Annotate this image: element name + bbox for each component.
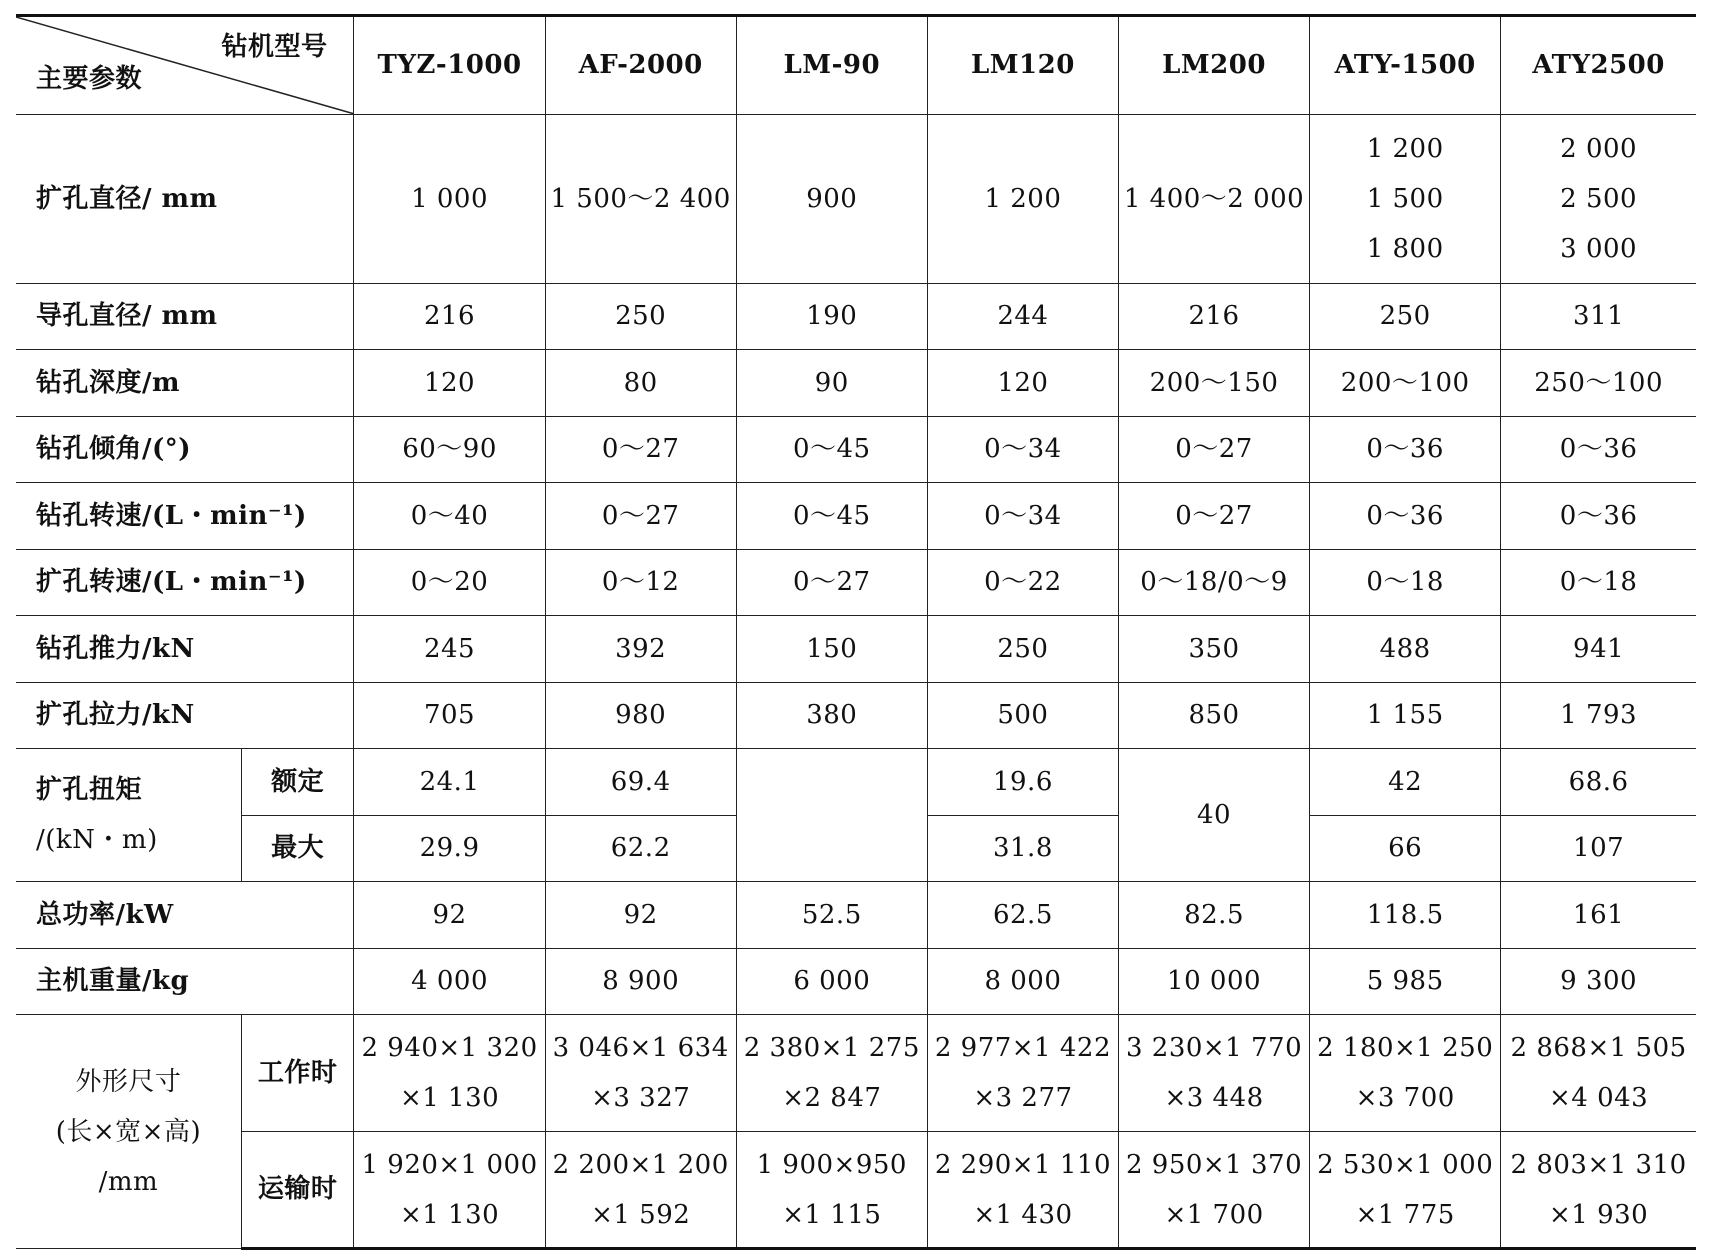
drill-spec-table [16, 14, 1696, 1250]
cell: 0～18/0～9 [1118, 549, 1309, 615]
cell [1310, 114, 1501, 283]
row-label: 导孔直径/ mm [16, 283, 354, 349]
model-header: LM-90 [736, 16, 927, 115]
table-row [16, 948, 1696, 1014]
cell: 350 [1118, 616, 1309, 682]
cell [1118, 1132, 1309, 1249]
cell-line: ×1 775 [1355, 1199, 1455, 1230]
table-row [16, 749, 1696, 815]
cell-line: 1 500 [1366, 183, 1444, 214]
cell [1310, 1015, 1501, 1132]
cell: 500 [927, 682, 1118, 748]
cell: 705 [354, 682, 545, 748]
cell: 0～27 [1118, 416, 1309, 482]
cell-line: 2 500 [1560, 183, 1638, 214]
cell: 1 155 [1310, 682, 1501, 748]
cell: 69.4 [545, 749, 736, 815]
cell [736, 749, 927, 882]
row-label: 总功率/kW [16, 882, 354, 948]
cell: 980 [545, 682, 736, 748]
cell: 6 000 [736, 948, 927, 1014]
cell: 0～36 [1501, 483, 1696, 549]
cell-line: 3 000 [1560, 233, 1638, 264]
cell-line: ×1 930 [1549, 1199, 1649, 1230]
cell: 4 000 [354, 948, 545, 1014]
cell: 245 [354, 616, 545, 682]
table-row [16, 1132, 1696, 1249]
cell: 250 [1310, 283, 1501, 349]
cell: 1 000 [354, 114, 545, 283]
cell: 66 [1310, 815, 1501, 881]
cell: 0～36 [1501, 416, 1696, 482]
cell [545, 1015, 736, 1132]
cell-line: ×1 130 [399, 1199, 500, 1230]
cell: 0～12 [545, 549, 736, 615]
cell: 42 [1310, 749, 1501, 815]
cell: 244 [927, 283, 1118, 349]
row-label: 钻孔转速/(L・min⁻¹) [16, 483, 354, 549]
cell-line: 1 900×950 [756, 1149, 907, 1180]
cell: 5 985 [1310, 948, 1501, 1014]
cell-line: ×3 700 [1355, 1083, 1455, 1114]
cell: 0～27 [736, 549, 927, 615]
cell: 250 [927, 616, 1118, 682]
row-label: 扩孔直径/ mm [16, 114, 354, 283]
cell: 24.1 [354, 749, 545, 815]
cell: 200～150 [1118, 350, 1309, 416]
table-row [16, 114, 1696, 283]
cell: 62.5 [927, 882, 1118, 948]
cell: 311 [1501, 283, 1696, 349]
cell: 0～45 [736, 483, 927, 549]
cell: 0～34 [927, 483, 1118, 549]
cell: 90 [736, 350, 927, 416]
cell [354, 1132, 545, 1249]
cell [1118, 1015, 1309, 1132]
cell: 941 [1501, 616, 1696, 682]
row-label-line: /mm [98, 1166, 159, 1197]
row-label [16, 1015, 241, 1249]
model-header: ATY-1500 [1310, 16, 1501, 115]
table-row [16, 882, 1696, 948]
header-row [16, 16, 1696, 115]
cell: 216 [354, 283, 545, 349]
cell: 29.9 [354, 815, 545, 881]
cell [927, 1015, 1118, 1132]
cell-line: ×1 700 [1164, 1199, 1264, 1230]
row-label: 扩孔拉力/kN [16, 682, 354, 748]
cell: 0～40 [354, 483, 545, 549]
corner-param-label: 主要参数 [36, 64, 143, 95]
cell-line: ×1 592 [591, 1199, 691, 1230]
cell: 80 [545, 350, 736, 416]
row-label: 钻孔深度/m [16, 350, 354, 416]
cell: 10 000 [1118, 948, 1309, 1014]
corner-header [16, 16, 354, 115]
row-label: 扩孔转速/(L・min⁻¹) [16, 549, 354, 615]
cell: 850 [1118, 682, 1309, 748]
cell: 0～22 [927, 549, 1118, 615]
table-row [16, 283, 1696, 349]
cell-line: 2 940×1 320 [361, 1033, 538, 1064]
cell: 82.5 [1118, 882, 1309, 948]
cell: 120 [927, 350, 1118, 416]
cell [736, 1132, 927, 1249]
cell-line: ×1 130 [399, 1083, 500, 1114]
cell: 120 [354, 350, 545, 416]
cell: 118.5 [1310, 882, 1501, 948]
cell-line: ×3 277 [973, 1083, 1073, 1114]
cell-line: 2 000 [1560, 133, 1638, 164]
table-row [16, 483, 1696, 549]
sub-label-rated: 额定 [241, 749, 354, 815]
cell: 900 [736, 114, 927, 283]
cell-line: 2 380×1 275 [743, 1033, 920, 1064]
cell: 1 500～2 400 [545, 114, 736, 283]
cell: 9 300 [1501, 948, 1696, 1014]
model-header: AF-2000 [545, 16, 736, 115]
row-label [16, 749, 241, 882]
cell-line: ×2 847 [782, 1083, 882, 1114]
cell: 62.2 [545, 815, 736, 881]
cell: 0～18 [1310, 549, 1501, 615]
row-label: 钻孔推力/kN [16, 616, 354, 682]
model-header: TYZ-1000 [354, 16, 545, 115]
cell-line: 2 290×1 110 [934, 1149, 1111, 1180]
cell: 0～36 [1310, 416, 1501, 482]
row-label-line: 外形尺寸 [75, 1066, 182, 1097]
cell: 8 000 [927, 948, 1118, 1014]
row-label-line: 扩孔扭矩 [36, 775, 143, 806]
cell: 250～100 [1501, 350, 1696, 416]
cell-line: ×3 327 [591, 1083, 691, 1114]
table-row [16, 682, 1696, 748]
corner-model-label: 钻机型号 [221, 32, 328, 62]
cell [545, 1132, 736, 1249]
cell [927, 1132, 1118, 1249]
cell: 161 [1501, 882, 1696, 948]
cell-line: 1 920×1 000 [361, 1149, 538, 1180]
table-row [16, 350, 1696, 416]
cell [1501, 1015, 1696, 1132]
cell: 0～45 [736, 416, 927, 482]
cell: 0～34 [927, 416, 1118, 482]
cell-line: 2 180×1 250 [1317, 1033, 1494, 1064]
cell: 92 [545, 882, 736, 948]
cell: 19.6 [927, 749, 1118, 815]
cell [1501, 1132, 1696, 1249]
cell-line: ×1 430 [973, 1199, 1073, 1230]
cell-line: 1 800 [1366, 233, 1444, 264]
cell: 1 200 [927, 114, 1118, 283]
row-label: 主机重量/kg [16, 948, 354, 1014]
cell-line: 1 200 [1366, 133, 1444, 164]
cell: 0～20 [354, 549, 545, 615]
table-row [16, 549, 1696, 615]
row-label-line: (长×宽×高) [55, 1116, 202, 1147]
table-row [16, 416, 1696, 482]
cell-line: 2 530×1 000 [1317, 1149, 1494, 1180]
cell: 0～27 [545, 416, 736, 482]
row-label: 钻孔倾角/(°) [16, 416, 354, 482]
sub-label-max: 最大 [241, 815, 354, 881]
cell: 1 793 [1501, 682, 1696, 748]
cell-line: ×3 448 [1164, 1083, 1264, 1114]
cell [1501, 114, 1696, 283]
cell-line: 2 950×1 370 [1125, 1149, 1303, 1180]
cell: 150 [736, 616, 927, 682]
cell: 0～27 [545, 483, 736, 549]
cell: 0～18 [1501, 549, 1696, 615]
cell [354, 1015, 545, 1132]
cell: 190 [736, 283, 927, 349]
cell-line: ×1 115 [782, 1199, 882, 1230]
model-header: LM120 [927, 16, 1118, 115]
cell: 1 400～2 000 [1118, 114, 1309, 283]
cell: 0～36 [1310, 483, 1501, 549]
sub-label-working: 工作时 [241, 1015, 354, 1132]
cell-line: 2 977×1 422 [934, 1033, 1111, 1064]
cell: 92 [354, 882, 545, 948]
cell: 0～27 [1118, 483, 1309, 549]
cell: 216 [1118, 283, 1309, 349]
cell: 68.6 [1501, 749, 1696, 815]
model-header: LM200 [1118, 16, 1309, 115]
cell-line: 3 230×1 770 [1125, 1033, 1303, 1064]
table-row [16, 1015, 1696, 1132]
cell: 200～100 [1310, 350, 1501, 416]
table-row [16, 616, 1696, 682]
cell: 488 [1310, 616, 1501, 682]
cell: 40 [1118, 749, 1309, 882]
cell: 107 [1501, 815, 1696, 881]
sub-label-transport: 运输时 [241, 1132, 354, 1249]
cell-line: 2 868×1 505 [1510, 1033, 1687, 1064]
model-header: ATY2500 [1501, 16, 1696, 115]
cell [1310, 1132, 1501, 1249]
cell: 250 [545, 283, 736, 349]
row-label-line: /(kN・m) [36, 825, 158, 856]
cell [736, 1015, 927, 1132]
cell: 60～90 [354, 416, 545, 482]
cell: 31.8 [927, 815, 1118, 881]
cell: 380 [736, 682, 927, 748]
cell-line: ×4 043 [1549, 1083, 1649, 1114]
cell-line: 2 803×1 310 [1510, 1149, 1687, 1180]
cell: 52.5 [736, 882, 927, 948]
cell-line: 3 046×1 634 [552, 1033, 729, 1064]
cell: 392 [545, 616, 736, 682]
cell-line: 2 200×1 200 [552, 1149, 729, 1180]
cell: 8 900 [545, 948, 736, 1014]
